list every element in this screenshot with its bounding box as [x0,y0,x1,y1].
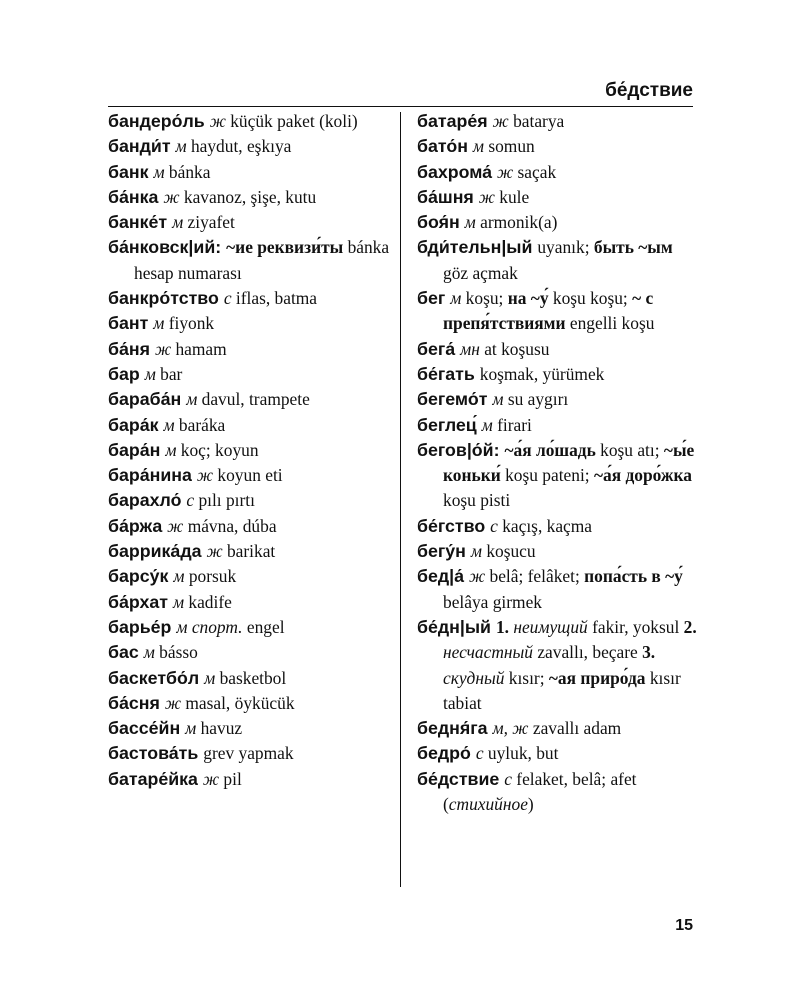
dictionary-entry [417,514,697,539]
headword: бато́н [417,136,473,157]
headword: бди́тельн|ый [417,237,538,258]
dictionary-entry [417,539,697,564]
translation: mávna, dúba [187,515,277,536]
grammar-label: м [172,591,189,612]
headword: беглец́ [417,414,482,435]
headword: батаре́йка [108,768,203,789]
translation: bánka hesap numarası [134,237,390,283]
dictionary-entry [108,539,398,564]
headword: бе́дн|ый [417,616,496,637]
translation: haydut, eşkıya [190,136,292,157]
headword: боя́н [417,212,465,233]
headword: бахрома́ [417,161,497,182]
translation: engelli koşu [569,313,655,334]
dictionary-entry [417,362,697,387]
translation: zavallı adam [532,718,622,739]
dictionary-entry [417,741,697,766]
dictionary-entry [417,716,697,741]
dictionary-entry [108,311,398,336]
phrase: ~ с препя́тствиями [443,288,654,334]
translation: koşu; [465,288,508,309]
translation: pil [223,768,242,789]
translation: barikat [226,541,276,562]
dictionary-entry [108,109,398,134]
headword: банк [108,161,154,182]
dictionary-entry [108,590,398,615]
headword: банди́т [108,136,176,157]
translation: somun [488,136,535,157]
phrase: попа́сть в ~у́ [584,566,683,587]
grammar-label: ж [206,541,227,562]
running-head-word: бе́дствие [605,80,693,101]
running-head [108,80,693,104]
translation: kule [499,186,530,207]
phrase: 1. [495,616,514,637]
grammar-label: м [472,136,489,157]
grammar-label: м [481,414,498,435]
grammar-label: ж [167,515,188,536]
dictionary-entry [417,210,697,235]
dictionary-entry [108,286,398,311]
translation: ziyafet [187,212,235,233]
page-number: 15 [675,917,693,934]
headword: бед|а́ [417,566,469,587]
headword: ба́нковск|ий: [108,237,227,258]
dictionary-entry [108,413,398,438]
grammar-label: м [165,439,181,460]
dictionary-entry [417,615,697,716]
grammar-label: м [450,288,466,309]
translation: firari [497,414,532,435]
grammar-label: м [492,389,508,410]
headword: барсу́к [108,566,174,587]
translation: baráka [178,414,226,435]
translation: fiyonk [168,313,215,334]
dictionary-entry [108,741,398,766]
grammar-label: ж [202,768,224,789]
headword: бедро́ [417,743,476,764]
translation: bánka [168,161,211,182]
grammar-label: ж [154,338,176,359]
grammar-label: м [153,161,169,182]
dictionary-entry [108,438,398,463]
phrase: ~ие реквизи́ты [226,237,348,258]
translation: iflas, batma [235,288,318,309]
phrase: на ~у́ [507,288,553,309]
headword: бара́к [108,414,164,435]
dictionary-entry [417,134,697,159]
headword: бара́н [108,439,166,460]
headword: бегу́н [417,541,471,562]
headword: бега́ [417,338,461,359]
headword: ба́сня [108,692,165,713]
headword: бас [108,642,144,663]
dictionary-entry [108,337,398,362]
dictionary-entry [108,564,398,589]
translation: koç; koyun [180,439,259,460]
translation: felaket, belâ; afet ( [443,768,637,815]
headword: ба́ржа [108,515,168,536]
translation: koşu pisti [443,490,511,511]
translation: at koşusu [484,338,550,359]
headword: барье́р [108,616,177,637]
translation: grev yapmak [203,743,294,764]
translation: basketbol [219,667,287,688]
headword: батаре́я [417,111,493,131]
translation: zavallı, beçare [537,642,643,663]
header-rule [108,106,693,107]
dictionary-entry [108,615,398,640]
italic-note: спорт. [191,616,247,637]
translation: ) [527,794,534,815]
headword: ба́ня [108,338,155,359]
phrase: ~а́я ло́шадь [504,439,601,460]
dictionary-entry [417,185,697,210]
grammar-label: ж [492,111,514,131]
phrase: ~ы́е коньки́ [443,439,695,486]
right-column [417,109,697,817]
headword: бегемо́т [417,389,493,410]
dictionary-entry [108,235,398,286]
headword: бе́дствие [417,768,505,789]
translation: su aygırı [507,389,569,410]
translation: davul, trampete [201,389,310,410]
headword: бандеро́ль [108,111,210,131]
phrase: быть ~ым [593,237,673,258]
translation: kadife [188,591,232,612]
headword: ба́нка [108,186,164,207]
grammar-label: мн [460,338,485,359]
grammar-label: ж [497,161,518,182]
translation: uyanık; [537,237,594,258]
dictionary-entry [417,109,697,134]
phrase: 3. [642,642,656,663]
translation: koşu koşu; [552,288,633,309]
phrase: 2. [683,616,697,637]
translation: porsuk [188,566,237,587]
italic-note: несчастный [443,642,538,663]
dictionary-entry [108,134,398,159]
dictionary-entry [108,185,398,210]
dictionary-entry [108,210,398,235]
grammar-label: ж [164,692,186,713]
translation: bar [160,363,183,384]
translation: fakir, yoksul [592,616,684,637]
translation: koşu atı; [600,439,664,460]
dictionary-entry [108,767,398,792]
translation: koşu pateni; [505,465,594,486]
column-divider [400,112,401,887]
translation: básso [159,642,198,663]
headword: бе́гать [417,363,480,384]
grammar-label: м [173,566,189,587]
grammar-label: м [144,363,161,384]
left-column [108,109,398,792]
translation: engel [246,616,285,637]
dictionary-entry [108,362,398,387]
phrase: ~ая приро́да [548,667,650,688]
grammar-label: м [153,313,169,334]
headword: бант [108,313,154,334]
grammar-label: с [475,743,488,764]
dictionary-entry [108,666,398,691]
dictionary-entry [417,387,697,412]
grammar-label: м [163,414,179,435]
translation: hamam [175,338,227,359]
translation: kısır tabiat [443,667,681,713]
grammar-label: м [464,212,481,233]
dictionary-entry [108,488,398,513]
grammar-label: м [470,541,487,562]
dictionary-entry [417,413,697,438]
headword: бастова́ть [108,743,204,764]
dictionary-entry [417,286,697,337]
dictionary-entry [108,514,398,539]
grammar-label: м [186,389,202,410]
headword: бара́нина [108,465,197,486]
translation: küçük paket (koli) [230,111,358,131]
translation: kavanoz, şişe, kutu [183,186,317,207]
grammar-label: с [186,490,199,511]
grammar-label: ж [478,186,500,207]
headword: бе́гство [417,515,491,536]
grammar-label: ж [209,111,231,131]
dictionary-entry [417,235,697,286]
dictionary-entry [108,691,398,716]
dictionary-entry [417,160,697,185]
headword: бег [417,288,451,309]
grammar-label: ж [468,566,490,587]
translation: belâya girmek [443,591,542,612]
grammar-label: м, ж [492,718,533,739]
headword: ба́рхат [108,591,173,612]
grammar-label: ж [163,186,184,207]
headword: банкро́тство [108,288,224,309]
translation: masal, öykücük [185,692,295,713]
translation: batarya [513,111,565,131]
headword: банке́т [108,212,173,233]
grammar-label: с [223,288,236,309]
grammar-label: м [176,616,192,637]
translation: saçak [517,161,557,182]
translation: pılı pırtı [198,490,255,511]
dictionary-entry [417,438,697,514]
italic-note: стихийное [448,794,528,815]
dictionary-entry [417,564,697,615]
headword: бегов|о́й: [417,439,505,460]
italic-note: скудный [443,667,509,688]
dictionary-entry [108,640,398,665]
translation: koyun eti [217,465,283,486]
headword: баскетбо́л [108,667,205,688]
grammar-label: с [504,768,517,789]
headword: барахло́ [108,490,187,511]
headword: бедня́га [417,718,493,739]
translation: göz açmak [443,262,518,283]
grammar-label: ж [196,465,218,486]
translation: armonik(a) [480,212,558,233]
phrase: ~а́я доро́жка [593,465,692,486]
grammar-label: м [172,212,188,233]
grammar-label: м [143,642,160,663]
grammar-label: с [490,515,503,536]
grammar-label: м [175,136,191,157]
translation: koşucu [486,541,536,562]
translation: koşmak, yürümek [479,363,605,384]
dictionary-entry [108,716,398,741]
dictionary-entry [108,463,398,488]
headword: бараба́н [108,389,187,410]
translation: kısır; [508,667,549,688]
dictionary-entry [108,387,398,412]
translation: belâ; felâket; [489,566,585,587]
headword: бар [108,363,145,384]
translation: havuz [200,718,243,739]
grammar-label: м [204,667,220,688]
dictionary-entry [417,767,697,818]
headword: ба́шня [417,186,479,207]
dictionary-entry [417,337,697,362]
translation: kaçış, kaçma [502,515,593,536]
italic-note: неимущий [513,616,593,637]
dictionary-entry [108,160,398,185]
translation: uyluk, but [487,743,559,764]
headword: баррика́да [108,541,207,562]
grammar-label: м [185,718,201,739]
headword: бассе́йн [108,718,186,739]
